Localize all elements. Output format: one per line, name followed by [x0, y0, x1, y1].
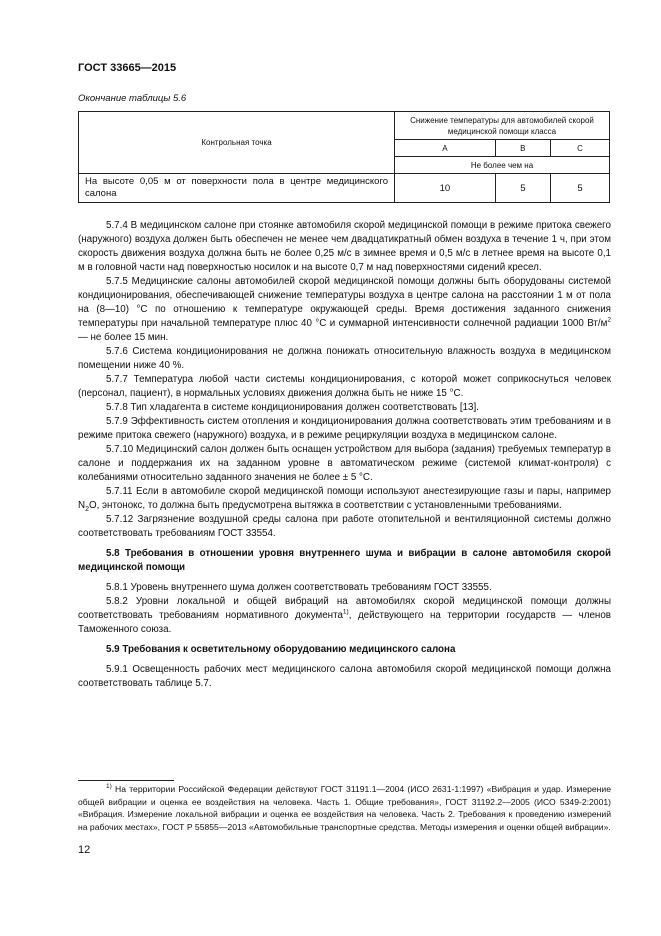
cell-class-c: 5 [550, 174, 609, 203]
section-heading-5-8: 5.8 Требования в отношении уровня внутреннего шума и вибрации в салоне автомобиля скорой медицинской помощи [78, 548, 611, 573]
paragraph-5-7-12: 5.7.12 Загрязнение воздушной среды салона при работе отопительной и вентиляционной системы должно соответствовать требованиям ГОСТ 33554. [78, 514, 611, 539]
table-caption: Окончание таблицы 5.6 [78, 93, 187, 104]
paragraph-5-7-6: 5.7.6 Система кондиционирования не должна понижать относительную влажность воздуха в медицинском помещении ниже 40 %. [78, 346, 611, 371]
table-5-6 [78, 111, 610, 203]
col-header-class-a: A [395, 140, 496, 157]
table-row [79, 174, 610, 203]
paragraph-5-8-2: 5.8.2 Уровни локальной и общей вибраций на автомобилях скорой медицинской помощи должны соответствовать требованиям нормативного документа$^{1)}$, действующего на территории государств — членов Таможенного союза. [78, 596, 612, 635]
paragraph-5-7-7: 5.7.7 Температура любой части системы кондиционирования, с которой может соприкоснуться человек (персонал, пациент), в нормальных условиях движения должна быть не ниже 15 °С. [78, 374, 611, 399]
paragraph-5-7-8: 5.7.8 Тип хладагента в системе кондиционирования должен соответствовать [13]. [106, 402, 479, 413]
body-text [78, 219, 611, 691]
paragraph-5-7-9: 5.7.9 Эффективность систем отопления и кондиционирования должна соответствовать этим требованиям и в режиме притока свежего (наружного) воздуха, и в режиме рециркуляции воздуха в медицинском салоне. [78, 416, 611, 441]
paragraph-5-7-5: 5.7.5 Медицинские салоны автомобилей скорой медицинской помощи должны быть оборудованы системой кондиционирования, обеспечивающей снижение температуры воздуха в центре салона на расстоянии 1 м от пола на (8—10) °С по отношению к температуре окружающей среды. Время достижения заданного снижения температуры при начальной температуре плюс 40 °С и суммарной интенсивности солнечной радиации 1000 $Вт/м^2$ — не более 15 мин. [78, 276, 611, 343]
paragraph-5-7-4: 5.7.4 В медицинском салоне при стоянке автомобиля скорой медицинской помощи в режиме притока свежего (наружного) воздуха должен быть обеспечен не менее чем двадцатикратный обмен воздуха в течение 1 ч, при этом скорость движения воздуха должна быть не более 0,25 м/с в зимнее время и 0,5 м/с в летнее время на высоте 0,1 м в головной части над поверхностью носилок и на высоте 0,7 м над поверхностями сидений кресел. [78, 220, 611, 273]
section-heading-5-9: 5.9 Требования к осветительному оборудованию медицинского салона [106, 644, 456, 655]
paragraph-5-7-11: 5.7.11 Если в автомобиле скорой медицинской помощи используют анестезирующие газы и пары, например $N_2О$, энтонокс, то должна быть предусмотрена вытяжка в соответствии с установленными требованиями. [78, 486, 611, 513]
col-header-class-c: C [550, 140, 609, 157]
col-header-temperature-group: Снижение температуры для автомобилей скорой медицинской помощи класса [395, 112, 610, 140]
paragraph-5-7-10: 5.7.10 Медицинский салон должен быть оснащен устройством для выбора (задания) требуемых температур в салоне и поддержания их на заданном уровне в автоматическом режиме (системой климат-контроля) с колебаниями относительно заданного значения не более ± 5 °С. [78, 444, 611, 483]
page-number: 12 [78, 844, 91, 856]
paragraph-5-9-1: 5.9.1 Освещенность рабочих мест медицинского салона автомобиля скорой медицинской помощи должна соответствовать таблице 5.7. [78, 664, 611, 689]
paragraph-5-8-1: 5.8.1 Уровень внутреннего шума должен соответствовать требованиям ГОСТ 33555. [106, 582, 492, 593]
footnote-divider [78, 780, 174, 781]
cell-class-b: 5 [495, 174, 550, 203]
footnote: $^{1)}$ На территории Российской Федерации действуют ГОСТ 31191.1—2004 (ИСО 2631-1:1997) «Вибрация и удар. Измерение общей вибрации и оценка ее воздействия на человека. Часть 1. Общие требования», ГОСТ 31192.2—2005 (ИСО 5349-2:2001) «Вибрация. Измерение локальной вибрации и оценка ее воздействия на человека. Часть 2. Требования к проведению измерений на рабочих местах», ГОСТ Р 55855—2013 «Автомобильные транспортные средства. Методы измерения и оценки общей вибрации». [78, 783, 611, 832]
cell-class-a: 10 [395, 174, 496, 203]
col-subheader-not-more-than: Не более чем на [395, 157, 610, 174]
col-header-control-point: Контрольная точка [79, 112, 395, 174]
cell-control-point: На высоте 0,05 м от поверхности пола в центре медицинского салона [79, 174, 395, 203]
footnote-mark: 1) [106, 783, 112, 791]
document-header: ГОСТ 33665—2015 [78, 62, 177, 74]
col-header-class-b: B [495, 140, 550, 157]
